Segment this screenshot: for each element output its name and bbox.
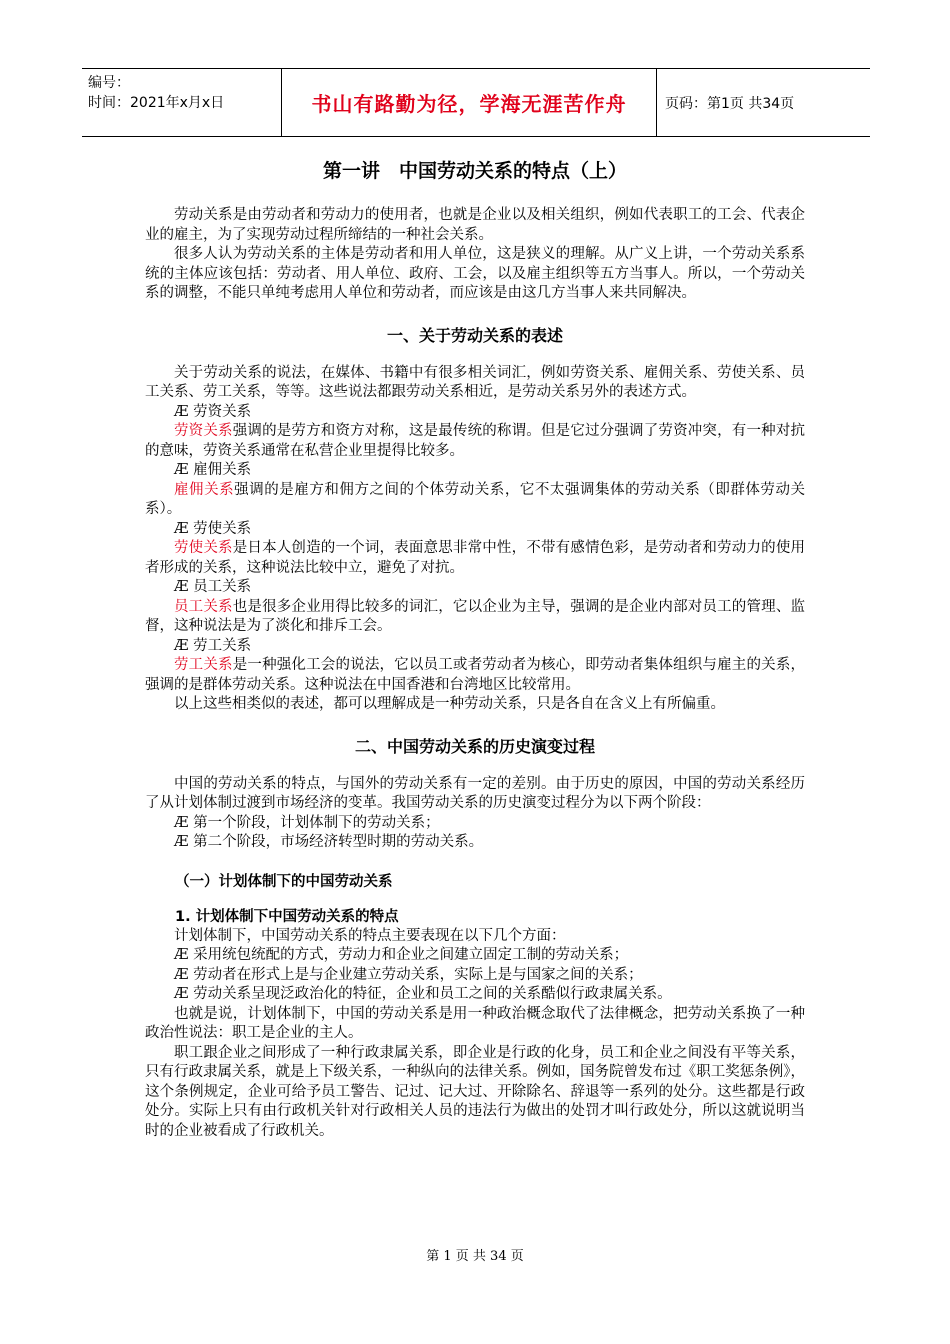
intro-paragraph-2: 很多人认为劳动关系的主体是劳动者和用人单位，这是狭义的理解。从广义上讲，一个劳动关系系统的主体应该包括：劳动者、用人单位、政府、工会，以及雇主组织等五方当事人。所以，一个劳动关系的调整，不能只单纯考虑用人单位和劳动者，而应该是由这几方当事人来共同解决。 xyxy=(145,246,805,301)
term-highlight: 雇佣关系 xyxy=(174,481,235,498)
header-page-info-cell xyxy=(657,69,870,136)
time-label: 时间：2021年x月x日 xyxy=(88,95,225,111)
term-desc: 是日本人创造的一个词，表面意思非常中性，不带有感情色彩，是劳动者和劳动力的使用者形成的关系，这种说法比较中立，避免了对抗。 xyxy=(145,540,806,576)
term-desc: 强调的是雇方和佣方之间的个体劳动关系，它不太强调集体的劳动关系（即群体劳动关系）。 xyxy=(145,481,806,517)
page-info: 页码：第1页 共34页 xyxy=(665,95,795,112)
section2-intro: 中国的劳动关系的特点，与国外的劳动关系有一定的差别。由于历史的原因，中国的劳动关系经历了从计划体制过渡到市场经济的变革。我国劳动关系的历史演变过程分为以下两个阶段： xyxy=(145,775,805,811)
subsection-heading: （一）计划体制下的中国劳动关系 xyxy=(175,873,393,890)
term-highlight: 员工关系 xyxy=(174,598,233,615)
intro-paragraph-1: 劳动关系是由劳动者和劳动力的使用者，也就是企业以及相关组织，例如代表职工的工会、代表企业的雇主，为了实现劳动过程所缔结的一种社会关系。 xyxy=(145,207,805,243)
section2-heading: 二、中国劳动关系的历史演变过程 xyxy=(354,736,595,756)
term-paragraph xyxy=(145,422,805,461)
term-highlight: 劳使关系 xyxy=(174,540,233,556)
stage-item: Æ 第一个阶段，计划体制下的劳动关系； xyxy=(174,814,440,831)
term-highlight: 劳资关系 xyxy=(174,423,233,439)
stage-item: Æ 第二个阶段，市场经济转型时期的劳动关系。 xyxy=(174,834,484,850)
motto: 书山有路勤为径，学海无涯苦作舟 xyxy=(311,92,627,116)
feature-item: Æ 劳动者在形式上是与企业建立劳动关系，实际上是与国家之间的关系； xyxy=(174,966,643,983)
header-meta xyxy=(82,69,282,136)
term-highlight: 劳工关系 xyxy=(174,657,233,673)
body-paragraph: 也就是说，计划体制下，中国的劳动关系是用一种政治概念取代了法律概念，把劳动关系换了一种政治性说法：职工是企业的主人。 xyxy=(145,1005,805,1041)
number-label: 编号： xyxy=(88,75,130,91)
term-desc: 也是很多企业用得比较多的词汇，它以企业为主导，强调的是企业内部对员工的管理、监督，这种说法是为了淡化和排斥工会。 xyxy=(145,598,806,634)
term-bullet: Æ 劳资关系 xyxy=(174,403,252,420)
header-motto-cell xyxy=(282,69,657,136)
feature-item: Æ 劳动关系呈现泛政治化的特征，企业和员工之间的关系酷似行政隶属关系。 xyxy=(174,986,672,1002)
page-footer: 第 1 页 共 34 页 xyxy=(426,1249,524,1264)
features-lead: 计划体制下，中国劳动关系的特点主要表现在以下几个方面： xyxy=(174,927,566,944)
term-bullet: Æ 劳使关系 xyxy=(174,520,252,537)
term-paragraph xyxy=(145,656,805,695)
term-desc: 强调的是劳方和资方对称，这是最传统的称谓。但是它过分强调了劳资冲突，有一种对抗的意味，劳资关系通常在私营企业里提得比较多。 xyxy=(145,423,806,459)
subsubsection-heading: 1. 计划体制下中国劳动关系的特点 xyxy=(175,908,399,925)
page-title: 第一讲 中国劳动关系的特点（上） xyxy=(322,160,627,182)
section1-summary: 以上这些相类似的表述，都可以理解成是一种劳动关系，只是各自在含义上有所偏重。 xyxy=(174,696,725,712)
term-bullet: Æ 员工关系 xyxy=(174,579,252,595)
header-table xyxy=(82,68,870,137)
main-content xyxy=(145,156,805,1141)
term-desc: 是一种强化工会的说法，它以员工或者劳动者为核心，即劳动者集体组织与雇主的关系，强调的是群体劳动关系。这种说法在中国香港和台湾地区比较常用。 xyxy=(145,657,806,693)
section1-intro: 关于劳动关系的说法，在媒体、书籍中有很多相关词汇，例如劳资关系、雇佣关系、劳使关系、员工关系、劳工关系，等等。这些说法都跟劳动关系相近，是劳动关系另外的表述方式。 xyxy=(145,364,805,400)
feature-item: Æ 采用统包统配的方式，劳动力和企业之间建立固定工制的劳动关系； xyxy=(174,947,629,963)
term-paragraph xyxy=(145,481,805,520)
section1-heading: 一、关于劳动关系的表述 xyxy=(386,325,563,345)
term-paragraph xyxy=(145,539,805,578)
term-paragraph xyxy=(145,598,805,637)
body-paragraph: 职工跟企业之间形成了一种行政隶属关系，即企业是行政的化身，员工和企业之间没有平等关系，只有行政隶属关系，就是上下级关系，一种纵向的法律关系。例如，国务院曾发布过《职工奖惩条例》，这个条例规定，企业可给予员工警告、记过、记大过、开除除名、辞退等一系列的处分。这些都是行政处分。实际上只有由行政机关针对行政相关人员的违法行为做出的处罚才叫行政处分，所以这就说明当时的企业被看成了行政机关。 xyxy=(145,1044,805,1139)
term-bullet: Æ 劳工关系 xyxy=(174,637,252,654)
term-bullet: Æ 雇佣关系 xyxy=(174,462,252,478)
